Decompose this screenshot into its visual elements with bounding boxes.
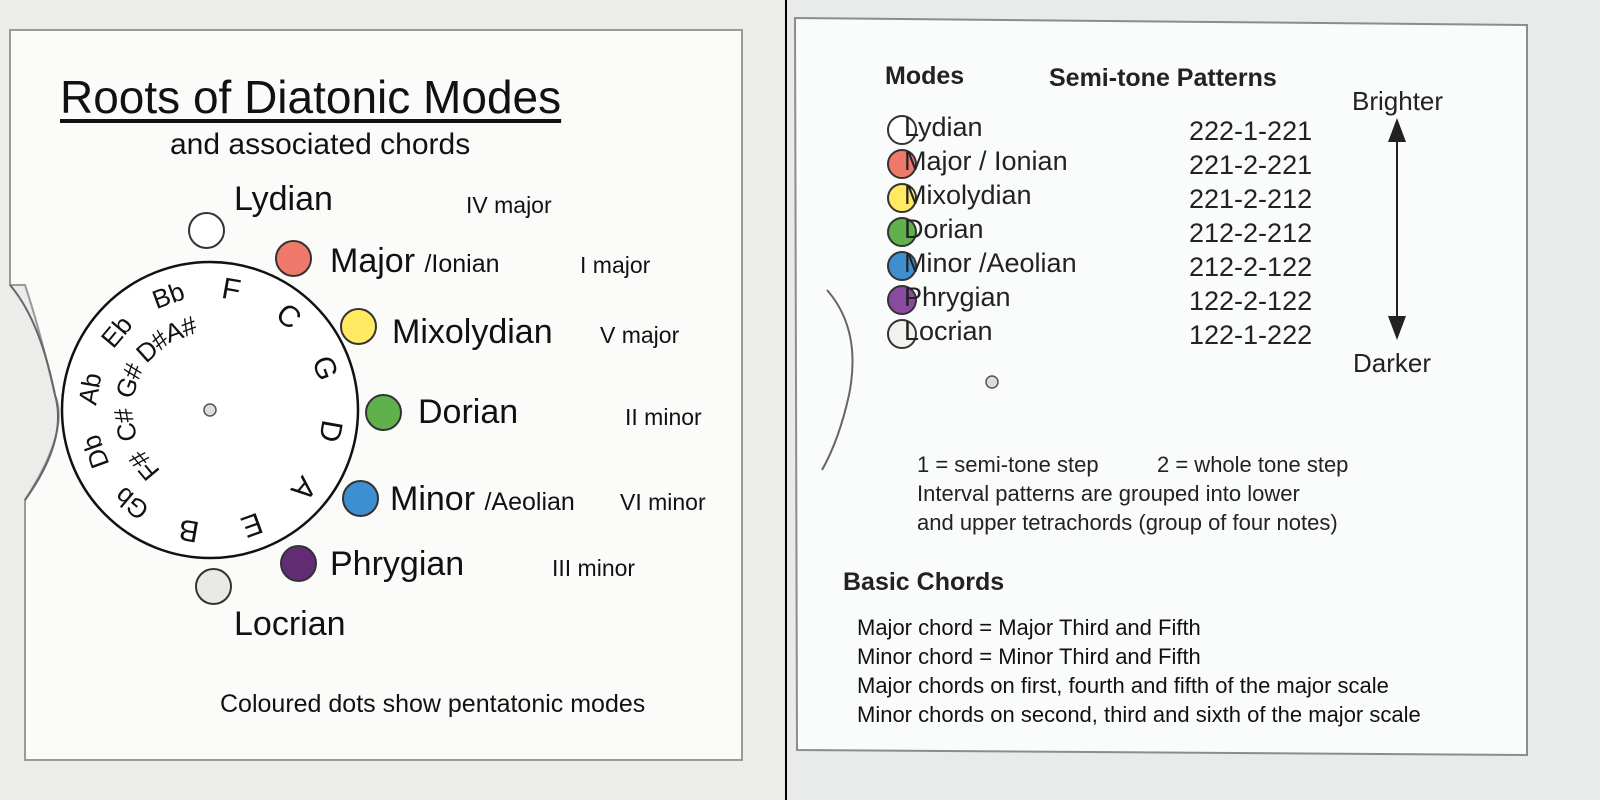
mode-row-phrygian: Phrygian xyxy=(904,282,1011,312)
wheel-inner-note: A# xyxy=(160,309,201,349)
left-card-photo xyxy=(0,0,785,800)
card-footer: Coloured dots show pentatonic modes xyxy=(220,690,646,718)
mode-row-locrian: Locrian xyxy=(904,316,993,346)
major-dot xyxy=(275,240,312,277)
pattern-major: 221-2-221 xyxy=(1189,150,1313,180)
basic-chords-title: Basic Chords xyxy=(843,568,1005,596)
wheel-note: A xyxy=(284,470,323,507)
mode-row-dorian: Dorian xyxy=(904,214,984,244)
pattern-minor: 212-2-122 xyxy=(1189,252,1313,282)
dorian-label: Dorian xyxy=(418,393,519,431)
dorian-chord: II minor xyxy=(625,404,702,430)
wheel-inner-note: D# xyxy=(130,323,175,369)
wheel-note: Eb xyxy=(94,309,139,354)
pattern-locrian: 122-1-222 xyxy=(1189,320,1313,350)
pattern-phrygian: 122-2-122 xyxy=(1189,286,1313,316)
minor-chord: VI minor xyxy=(620,489,706,515)
major-chord: I major xyxy=(580,252,651,278)
patterns-header: Semi-tone Patterns xyxy=(1049,64,1277,92)
basic-chord-line-3: Major chords on first, fourth and fifth of the major scale xyxy=(857,673,1389,698)
brighter-label: Brighter xyxy=(1352,86,1444,116)
wheel-inner-note: F# xyxy=(122,444,166,487)
minor-label: Minor /Aeolian xyxy=(390,480,575,518)
wheel-note: B xyxy=(176,512,202,549)
wheel-note: E xyxy=(236,505,267,544)
locrian-label: Locrian xyxy=(234,605,346,643)
mode-row-mixolydian: Mixolydian xyxy=(904,180,1032,210)
pivot-icon xyxy=(986,376,998,388)
pattern-dorian: 212-2-212 xyxy=(1189,218,1313,248)
lydian-label: Lydian xyxy=(234,180,333,218)
legend-semitone: 1 = semi-tone step xyxy=(917,452,1099,477)
mode-row-minor: Minor /Aeolian xyxy=(904,248,1077,278)
wheel-pivot-icon xyxy=(204,404,216,416)
wheel-note: D xyxy=(312,417,349,445)
lydian-chord: IV major xyxy=(466,192,552,218)
legend-wholetone: 2 = whole tone step xyxy=(1157,452,1349,477)
wheel-note: F xyxy=(219,272,244,308)
phrygian-chord: III minor xyxy=(552,555,636,581)
wheel-inner-note: G# xyxy=(109,359,150,403)
wheel-note: G xyxy=(305,351,345,385)
mixolydian-label: Mixolydian xyxy=(392,313,553,351)
note-wheel[interactable] xyxy=(45,245,375,575)
card-title: Roots of Diatonic Modes xyxy=(60,71,562,123)
pattern-lydian: 222-1-221 xyxy=(1189,116,1313,146)
basic-chord-line-1: Major chord = Major Third and Fifth xyxy=(857,615,1201,640)
tetrachord-note-2: and upper tetrachords (group of four notes) xyxy=(917,510,1338,535)
wheel-note: Db xyxy=(75,430,116,473)
basic-chord-line-4: Minor chords on second, third and sixth of the major scale xyxy=(857,702,1421,727)
pattern-mixolydian: 221-2-212 xyxy=(1189,184,1313,214)
mode-row-major: Major / Ionian xyxy=(904,146,1068,176)
major-label: Major /Ionian xyxy=(330,242,500,280)
locrian-dot xyxy=(195,568,232,605)
mixolydian-chord: V major xyxy=(600,322,680,348)
modes-header: Modes xyxy=(885,62,965,90)
dorian-dot xyxy=(365,394,402,431)
lydian-dot xyxy=(188,212,225,249)
wheel-note: Ab xyxy=(72,370,108,408)
mixolydian-dot xyxy=(340,308,377,345)
phrygian-dot xyxy=(280,545,317,582)
wheel-note: Gb xyxy=(108,480,155,527)
mode-row-lydian: Lydian xyxy=(904,112,983,142)
right-card-photo xyxy=(787,0,1600,800)
wheel-note: C xyxy=(269,296,308,337)
basic-chord-line-2: Minor chord = Minor Third and Fifth xyxy=(857,644,1201,669)
minor-dot xyxy=(342,480,379,517)
darker-label: Darker xyxy=(1353,348,1432,378)
wheel-note: Bb xyxy=(148,275,189,315)
tetrachord-note-1: Interval patterns are grouped into lower xyxy=(917,481,1300,506)
phrygian-label: Phrygian xyxy=(330,545,465,583)
wheel-inner-note: C# xyxy=(107,405,143,444)
card-subtitle: and associated chords xyxy=(170,128,471,161)
